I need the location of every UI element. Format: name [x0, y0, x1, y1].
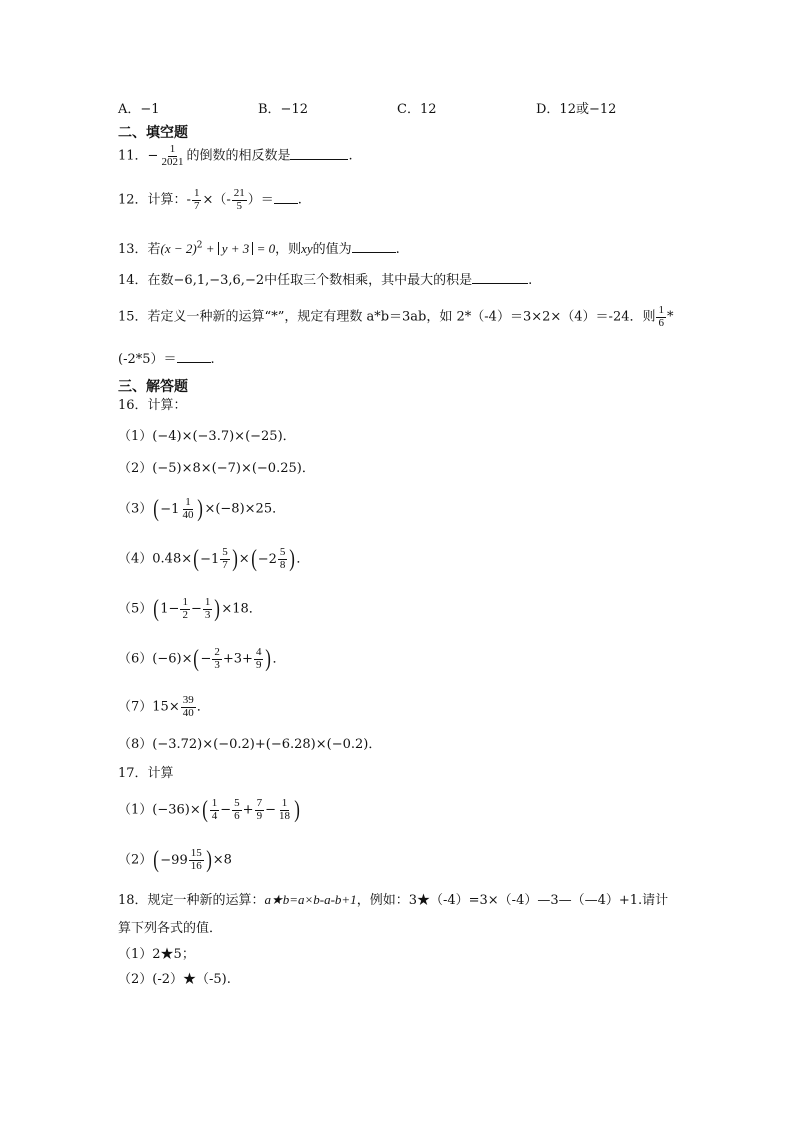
- q16-part-7: [118, 695, 210, 719]
- q17-p1-frac-3: [255, 798, 265, 822]
- q17-p1-a: (−36)×: [152, 802, 201, 818]
- option-b: B．−12: [258, 102, 308, 117]
- q16-p4-end: ．: [296, 551, 310, 567]
- q17-p2-frac: [189, 848, 204, 872]
- q16-p3-label: （3）: [118, 501, 153, 517]
- q17-p1-n3: 7: [256, 797, 263, 809]
- q16-p6-d2: 9: [255, 658, 262, 671]
- q14-text: 14．在数−6,1,−3,6,−2中任取三个数相乘，其中最大的积是: [118, 273, 473, 288]
- q16-p5-minus: −: [190, 601, 202, 617]
- q11-frac-den: 2021: [161, 155, 184, 168]
- q16-p6-n1: 2: [214, 646, 220, 658]
- q13-variable: xy: [301, 241, 313, 256]
- q16-p6-a: (−6)×: [152, 651, 193, 667]
- q16-p3-mixed: [160, 497, 196, 521]
- q17-part-2: [118, 848, 232, 872]
- q17-p1-op3: −: [265, 802, 276, 818]
- paren-right: ): [289, 546, 296, 573]
- q16-p3-frac: [180, 497, 195, 521]
- q17-p2-mixed: [160, 848, 204, 872]
- q16-part-4: [118, 547, 309, 571]
- q16-p5-frac-2: [203, 597, 213, 621]
- q17-p2-label: （2）: [118, 852, 153, 868]
- q16-p6-frac-1: [212, 647, 222, 671]
- q11-number: 11．: [118, 148, 148, 164]
- q16-p6-label: （6）: [118, 651, 153, 667]
- q16-p6-n2: 4: [255, 646, 262, 658]
- q18-example: ，例如：3★（-4）=3×（-4）—3—（—4）+1.请计: [356, 893, 669, 908]
- q12-f1-num: 1: [193, 187, 200, 199]
- q14-end: .: [528, 273, 533, 288]
- q12-fraction-1: [192, 188, 202, 212]
- question-12: [118, 188, 302, 212]
- paren-left: (: [153, 847, 160, 874]
- question-15-line-1: [118, 305, 673, 329]
- q15-star: *: [666, 309, 674, 325]
- q16-p6-minus: −: [200, 651, 212, 667]
- q17-part-1: [118, 798, 301, 822]
- q11-end: .: [348, 148, 353, 164]
- section-title-solve: 三、解答题: [118, 379, 188, 395]
- q16-p4-d2: 8: [279, 558, 286, 571]
- paren-right: ): [205, 847, 212, 874]
- q15-end: .: [210, 352, 215, 367]
- q15-answer-blank[interactable]: [177, 350, 211, 363]
- q17-p1-d3: 9: [256, 809, 263, 822]
- q16-p5-d1: 2: [182, 608, 188, 621]
- q16-p3-rest: ×(−8)×25．: [204, 501, 286, 517]
- q13-equals-zero: = 0: [253, 241, 276, 256]
- q18-part-1: （1）2★5；: [118, 947, 195, 962]
- q12-times: ×（-: [202, 192, 231, 208]
- q11-answer-blank[interactable]: [290, 147, 348, 160]
- q11-text: 的倒数的相反数是: [186, 148, 291, 164]
- q13-number: 13．若: [118, 242, 161, 257]
- q12-answer-blank[interactable]: [274, 191, 298, 204]
- q16-p4-n1: 5: [222, 546, 228, 558]
- q17-p1-label: （1）: [118, 802, 153, 818]
- q17-p1-op1: −: [220, 802, 232, 818]
- q17-p1-d4: 18: [278, 809, 290, 822]
- q17-p1-frac-1: [210, 798, 220, 822]
- q12-minus: -: [186, 192, 191, 208]
- paren-left: (: [153, 596, 160, 623]
- q18-part-2: （2）(-2）★（-5).: [118, 972, 231, 987]
- q16-p7-end: ．: [196, 699, 210, 715]
- q16-p4-frac-2: [278, 547, 288, 571]
- q13-text2: 的值为: [312, 242, 352, 257]
- q11-frac-num: 1: [169, 143, 176, 155]
- q16-p6-plus: +3+: [222, 651, 253, 667]
- q12-f2-den: 5: [236, 199, 242, 212]
- paren-left: (: [250, 546, 257, 573]
- option-a: A．−1: [118, 102, 160, 117]
- q17-title: 17．计算: [118, 766, 174, 781]
- q16-p5-n1: 1: [182, 596, 188, 608]
- q16-p4-n2: 5: [279, 546, 286, 558]
- q13-end: .: [395, 242, 400, 257]
- q11-sign: −: [147, 148, 159, 164]
- q13-absolute-value: y + 3: [218, 242, 254, 255]
- q17-p2-den: 16: [190, 859, 202, 872]
- section-title-fill-blank: 二、填空题: [118, 125, 188, 141]
- q13-answer-blank[interactable]: [352, 240, 396, 253]
- q16-p3-whole: −1: [160, 501, 180, 517]
- q17-p1-frac-2: [232, 798, 242, 822]
- question-13: [118, 240, 400, 256]
- q16-p6-frac-2: [254, 647, 264, 671]
- q16-p6-d1: 3: [214, 658, 220, 671]
- q17-p1-op2: +: [242, 802, 254, 818]
- q16-p4-w1: −1: [200, 551, 220, 567]
- q16-p4-label: （4）: [118, 551, 153, 567]
- q16-p3-den: 40: [182, 508, 194, 521]
- q16-p7-label: （7）: [118, 699, 153, 715]
- question-11: [118, 144, 353, 168]
- q17-p1-d1: 4: [211, 809, 218, 822]
- q17-p1-frac-4: [277, 798, 292, 822]
- q16-p4-w2: −2: [257, 551, 277, 567]
- paren-left: (: [201, 797, 208, 824]
- q16-part-3: [118, 497, 285, 521]
- question-14: [118, 271, 532, 287]
- q13-exponent: 2: [196, 240, 203, 251]
- q15-fraction: [656, 305, 666, 329]
- q17-p2-end: ×8: [212, 852, 232, 868]
- q16-p4-d1: 7: [222, 558, 228, 571]
- option-c: C．12: [397, 102, 437, 117]
- q15-frac-num: 1: [658, 304, 664, 316]
- q18-text: 18．规定一种新的运算：: [118, 893, 265, 908]
- q16-p6-end: ．: [272, 651, 286, 667]
- q17-p1-n2: 5: [234, 797, 240, 809]
- q16-p7-num: 39: [182, 694, 194, 706]
- q16-p5-end: ×18．: [221, 601, 262, 617]
- q15-text: 15．若定义一种新的运算“*”，规定有理数 a*b＝3ab，如 2*（-4）＝3×2×（4）＝-24．则: [118, 309, 656, 325]
- q17-p1-n4: 1: [281, 797, 288, 809]
- q14-answer-blank[interactable]: [472, 271, 528, 284]
- q11-fraction: [159, 144, 185, 168]
- q12-f1-den: 7: [193, 199, 200, 212]
- paren-left: (: [193, 646, 200, 673]
- q17-p2-whole: −99: [160, 852, 188, 868]
- q18-rule: a★b=a×b-a-b+1: [264, 892, 357, 907]
- q12-equals: ）＝: [247, 192, 274, 208]
- q16-p7-a: 15×: [152, 699, 180, 715]
- q18-line-1: [118, 893, 668, 907]
- q13-expr: (x − 2): [160, 241, 197, 256]
- q16-part-8: （8）(−3.72)×(−0.2)+(−6.28)×(−0.2)．: [118, 737, 382, 752]
- q15-frac-den: 6: [658, 316, 664, 329]
- paren-left: (: [193, 546, 199, 573]
- q16-title: 16．计算：: [118, 398, 187, 413]
- q16-p3-num: 1: [185, 496, 191, 508]
- q16-p4-times: ×: [238, 551, 250, 567]
- q16-part-2: （2）(−5)×8×(−7)×(−0.25)．: [118, 461, 315, 476]
- q17-p2-num: 15: [190, 847, 202, 859]
- q18-line-2: 算下列各式的值．: [118, 921, 223, 936]
- paren-right: ): [294, 797, 300, 824]
- q16-p4-mixed-1: [200, 547, 231, 571]
- q12-f2-num: 21: [233, 187, 245, 199]
- q12-number: 12．计算：: [118, 192, 187, 208]
- q16-p4-a: 0.48×: [152, 551, 193, 567]
- question-15-line-2: [118, 350, 215, 366]
- paren-right: ): [231, 546, 238, 573]
- paren-right: ): [214, 596, 221, 623]
- q16-p5-frac-1: [180, 597, 190, 621]
- paren-left: (: [153, 496, 160, 523]
- q13-plus: +: [202, 241, 218, 256]
- q12-end: .: [297, 192, 302, 208]
- q16-p7-den: 40: [182, 706, 194, 719]
- q16-part-6: [118, 647, 285, 671]
- q13-text: ，则: [275, 242, 302, 257]
- paren-right: ): [197, 496, 204, 523]
- q16-p7-frac: [181, 695, 196, 719]
- q17-p1-n1: 1: [211, 797, 218, 809]
- paren-right: ): [265, 646, 272, 673]
- q16-part-5: [118, 597, 262, 621]
- q16-p5-a: 1−: [160, 601, 180, 617]
- q15-text2: (-2*5）＝: [118, 352, 177, 367]
- q16-p5-label: （5）: [118, 601, 153, 617]
- q12-fraction-2: [232, 188, 247, 212]
- q16-part-1: （1）(−4)×(−3.7)×(−25)．: [118, 429, 296, 444]
- q16-p5-n2: 1: [204, 596, 211, 608]
- q16-p5-d2: 3: [204, 608, 211, 621]
- q16-p4-frac-1: [220, 547, 230, 571]
- option-d: D．12或−12: [536, 102, 617, 117]
- q17-p1-d2: 6: [234, 809, 240, 822]
- q16-p4-mixed-2: [258, 547, 289, 571]
